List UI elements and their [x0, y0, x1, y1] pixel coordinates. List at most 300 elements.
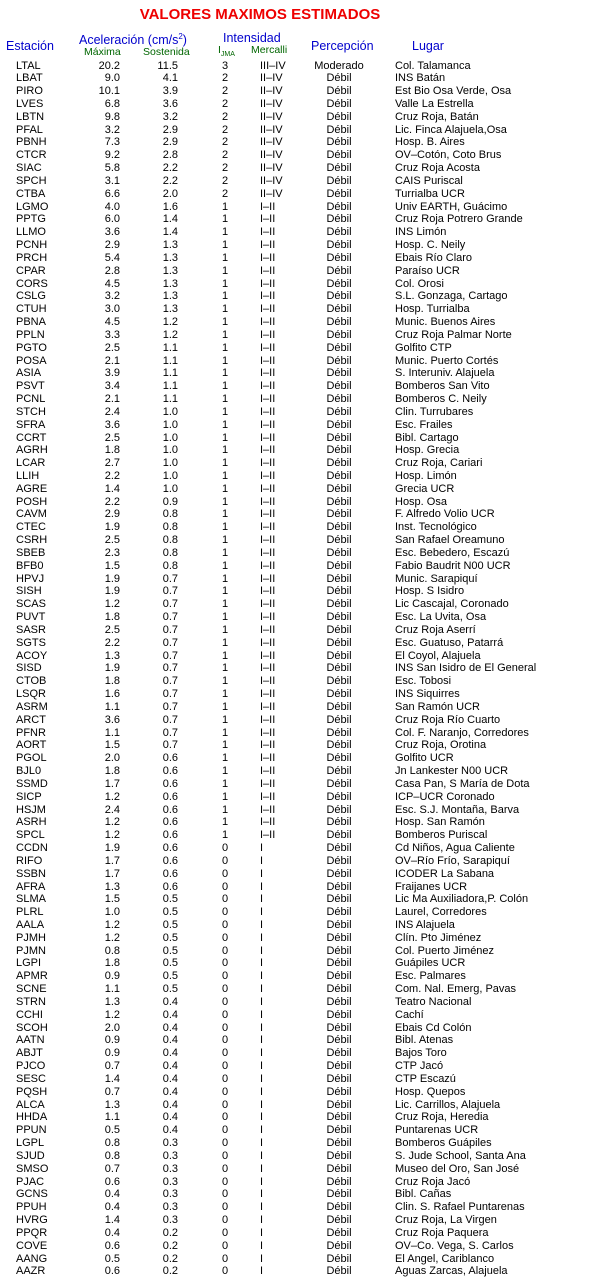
- station-code: PRCH: [16, 251, 48, 264]
- location: Col. Orosi: [395, 277, 444, 290]
- mercalli-intensity: I–II: [260, 726, 276, 739]
- mercalli-intensity: I–II: [260, 303, 276, 316]
- perception: Débil: [326, 1149, 352, 1162]
- jma-intensity: 0: [221, 944, 229, 957]
- location: Hosp. S Isidro: [395, 585, 465, 598]
- location: Fraijanes UCR: [395, 880, 468, 893]
- station-code: LLMO: [16, 226, 46, 239]
- perception: Débil: [326, 457, 352, 470]
- jma-intensity: 0: [221, 1098, 229, 1111]
- jma-intensity: 0: [221, 931, 229, 944]
- mercalli-intensity: II–IV: [260, 149, 283, 162]
- location: Cruz Roja Acosta: [395, 162, 480, 175]
- station-code: ACOY: [16, 649, 48, 662]
- table-row: [0, 945, 590, 958]
- location: Hosp. Osa: [395, 495, 447, 508]
- mercalli-intensity: I: [260, 1047, 264, 1060]
- max-acceleration: 2.2: [104, 470, 120, 482]
- mercalli-intensity: I: [260, 1137, 264, 1150]
- table-row: [0, 316, 590, 329]
- sustained-acceleration: 0.6: [162, 777, 178, 790]
- perception: Débil: [326, 1214, 352, 1227]
- table-row: [0, 842, 590, 855]
- location: Esc. La Uvita, Osa: [395, 611, 487, 624]
- perception: Débil: [326, 1226, 352, 1239]
- jma-intensity: 1: [221, 482, 229, 495]
- station-code: PPLN: [16, 328, 45, 341]
- station-code: PJMN: [16, 944, 46, 957]
- station-code: PJAC: [16, 1175, 45, 1188]
- jma-intensity: 1: [221, 521, 229, 534]
- max-acceleration: 2.3: [104, 546, 120, 559]
- jma-intensity: 0: [221, 1162, 229, 1175]
- mercalli-intensity: I: [260, 1252, 264, 1265]
- sustained-acceleration: 2.0: [162, 187, 178, 200]
- table-row: [0, 752, 590, 765]
- mercalli-intensity: I–II: [260, 790, 276, 803]
- location: Lic. Carrillos, Alajuela: [395, 1098, 501, 1111]
- mercalli-intensity: I–II: [260, 688, 276, 701]
- perception: Débil: [326, 636, 352, 649]
- max-acceleration: 0.9: [104, 970, 120, 983]
- header-aceleracion-text: Aceleración (cm/s: [79, 33, 179, 48]
- mercalli-intensity: I–II: [260, 470, 276, 482]
- jma-intensity: 0: [221, 893, 229, 906]
- jma-intensity: 0: [221, 1008, 229, 1021]
- max-acceleration: 3.1: [104, 174, 120, 187]
- jma-intensity: 0: [221, 1265, 229, 1278]
- perception: Débil: [326, 123, 352, 136]
- station-code: GCNS: [16, 1188, 48, 1201]
- sustained-acceleration: 0.3: [162, 1137, 178, 1150]
- table-row: [0, 1176, 590, 1189]
- jma-intensity: 1: [221, 444, 229, 457]
- location: Ebais Cd Colón: [395, 1021, 472, 1034]
- max-acceleration: 1.7: [104, 777, 120, 790]
- table-row: [0, 1188, 590, 1201]
- max-acceleration: 1.4: [104, 1214, 120, 1227]
- perception: Débil: [326, 546, 352, 559]
- table-row: [0, 1253, 590, 1266]
- location: F. Alfredo Volio UCR: [395, 508, 495, 521]
- location: Jn Lankester N00 UCR: [395, 765, 509, 778]
- sustained-acceleration: 2.9: [162, 123, 178, 136]
- location: Clin. S. Rafael Puntarenas: [395, 1201, 525, 1214]
- location: Cruz Roja, Heredia: [395, 1111, 489, 1124]
- sustained-acceleration: 1.0: [162, 457, 178, 470]
- max-acceleration: 2.0: [104, 752, 120, 765]
- station-code: LVES: [16, 97, 44, 110]
- max-acceleration: 5.4: [104, 251, 120, 264]
- jma-intensity: 1: [221, 457, 229, 470]
- max-acceleration: 1.7: [104, 867, 120, 880]
- sustained-acceleration: 0.6: [162, 752, 178, 765]
- perception: Débil: [326, 880, 352, 893]
- station-code: PPQR: [16, 1226, 48, 1239]
- mercalli-intensity: I–II: [260, 239, 276, 252]
- station-code: PGOL: [16, 752, 47, 765]
- jma-intensity: 0: [221, 1047, 229, 1060]
- mercalli-intensity: I–II: [260, 636, 276, 649]
- mercalli-intensity: I: [260, 970, 264, 983]
- location: Col. Talamanca: [395, 59, 471, 72]
- sustained-acceleration: 1.2: [162, 316, 178, 329]
- max-acceleration: 1.2: [104, 598, 120, 611]
- location: Bomberos Puriscal: [395, 829, 488, 842]
- station-code: PPTG: [16, 213, 46, 226]
- location: S.L. Gonzaga, Cartago: [395, 290, 508, 303]
- jma-intensity: 1: [221, 700, 229, 713]
- perception: Débil: [326, 918, 352, 931]
- perception: Débil: [326, 290, 352, 303]
- sustained-acceleration: 0.5: [162, 918, 178, 931]
- table-row: [0, 1124, 590, 1137]
- location: Munic. Sarapiquí: [395, 572, 478, 585]
- station-code: LTAL: [16, 59, 41, 72]
- max-acceleration: 3.6: [104, 418, 120, 431]
- header-aceleracion: [79, 32, 187, 47]
- location: Clín. Pto Jiménez: [395, 931, 482, 944]
- sustained-acceleration: 0.3: [162, 1214, 178, 1227]
- jma-intensity: 1: [221, 380, 229, 393]
- station-code: POSH: [16, 495, 48, 508]
- max-acceleration: 0.8: [104, 1137, 120, 1150]
- sustained-acceleration: 3.2: [162, 110, 178, 123]
- table-row: [0, 162, 590, 175]
- location: CAIS Puriscal: [395, 174, 463, 187]
- sustained-acceleration: 0.8: [162, 508, 178, 521]
- station-code: PGTO: [16, 341, 47, 354]
- table-row: [0, 329, 590, 342]
- location: INS Siquirres: [395, 688, 460, 701]
- sustained-acceleration: 0.5: [162, 970, 178, 983]
- jma-intensity: 0: [221, 1021, 229, 1034]
- perception: Débil: [326, 893, 352, 906]
- max-acceleration: 5.8: [104, 162, 120, 175]
- station-code: SIAC: [16, 162, 42, 175]
- table-row: [0, 444, 590, 457]
- sustained-acceleration: 0.4: [162, 1047, 178, 1060]
- location: Cruz Roja Palmar Norte: [395, 328, 512, 341]
- station-code: PCNL: [16, 393, 46, 406]
- station-code: CAVM: [16, 508, 47, 521]
- subheader-ijma-main: I: [218, 44, 221, 56]
- max-acceleration: 3.0: [104, 303, 120, 316]
- mercalli-intensity: II–IV: [260, 136, 283, 149]
- station-code: LGPL: [16, 1137, 45, 1150]
- sustained-acceleration: 0.7: [162, 700, 178, 713]
- mercalli-intensity: I–II: [260, 559, 276, 572]
- sustained-acceleration: 0.7: [162, 649, 178, 662]
- perception: Débil: [326, 572, 352, 585]
- location: Bibl. Cañas: [395, 1188, 452, 1201]
- location: Lic. Finca Alajuela,Osa: [395, 123, 507, 136]
- jma-intensity: 1: [221, 405, 229, 418]
- max-acceleration: 0.7: [104, 1162, 120, 1175]
- header-estacion: Estación: [6, 39, 54, 53]
- station-code: SSMD: [16, 777, 48, 790]
- sustained-acceleration: 1.0: [162, 418, 178, 431]
- table-row: [0, 855, 590, 868]
- mercalli-intensity: I: [260, 1149, 264, 1162]
- sustained-acceleration: 1.3: [162, 239, 178, 252]
- station-code: SPCL: [16, 829, 45, 842]
- sustained-acceleration: 0.5: [162, 944, 178, 957]
- mercalli-intensity: I: [260, 867, 264, 880]
- station-code: AGRH: [16, 444, 48, 457]
- jma-intensity: 1: [221, 316, 229, 329]
- mercalli-intensity: I: [260, 1111, 264, 1124]
- mercalli-intensity: I–II: [260, 572, 276, 585]
- perception: Débil: [326, 444, 352, 457]
- jma-intensity: 2: [221, 174, 229, 187]
- jma-intensity: 1: [221, 726, 229, 739]
- max-acceleration: 3.2: [104, 290, 120, 303]
- perception: Débil: [326, 726, 352, 739]
- table-row: [0, 662, 590, 675]
- mercalli-intensity: I: [260, 1034, 264, 1047]
- max-acceleration: 2.2: [104, 636, 120, 649]
- jma-intensity: 0: [221, 1226, 229, 1239]
- sustained-acceleration: 1.4: [162, 213, 178, 226]
- station-code: PSVT: [16, 380, 45, 393]
- sustained-acceleration: 11.5: [157, 59, 178, 72]
- location: Hosp. Limón: [395, 470, 457, 482]
- mercalli-intensity: I: [260, 1072, 264, 1085]
- jma-intensity: 0: [221, 1201, 229, 1214]
- station-code: HHDA: [16, 1111, 48, 1124]
- location: San Rafael Oreamuno: [395, 534, 505, 547]
- location: Bibl. Atenas: [395, 1034, 454, 1047]
- mercalli-intensity: I–II: [260, 777, 276, 790]
- table-row: [0, 624, 590, 637]
- header-percepcion: Percepción: [311, 39, 374, 53]
- mercalli-intensity: I: [260, 880, 264, 893]
- max-acceleration: 2.1: [104, 393, 120, 406]
- table-row: [0, 983, 590, 996]
- max-acceleration: 1.1: [104, 700, 120, 713]
- table-row: [0, 893, 590, 906]
- perception: Débil: [326, 1008, 352, 1021]
- jma-intensity: 2: [221, 187, 229, 200]
- perception: Débil: [326, 534, 352, 547]
- max-acceleration: 3.9: [104, 367, 120, 380]
- mercalli-intensity: I: [260, 995, 264, 1008]
- jma-intensity: 0: [221, 1124, 229, 1137]
- sustained-acceleration: 0.2: [162, 1265, 178, 1278]
- page-title: VALORES MAXIMOS ESTIMADOS: [139, 6, 381, 23]
- sustained-acceleration: 1.6: [162, 200, 178, 213]
- mercalli-intensity: I–II: [260, 662, 276, 675]
- max-acceleration: 2.7: [104, 457, 120, 470]
- location: Hosp. Quepos: [395, 1085, 466, 1098]
- table-row: [0, 188, 590, 201]
- perception: Débil: [326, 367, 352, 380]
- subheader-sostenida: Sostenida: [143, 46, 190, 58]
- max-acceleration: 2.0: [104, 1021, 120, 1034]
- table-row: [0, 1022, 590, 1035]
- perception: Débil: [326, 983, 352, 996]
- station-table: [0, 60, 590, 1279]
- table-row: [0, 521, 590, 534]
- jma-intensity: 1: [221, 829, 229, 842]
- table-row: [0, 996, 590, 1009]
- station-code: SCNE: [16, 983, 47, 996]
- mercalli-intensity: I–II: [260, 623, 276, 636]
- location: Teatro Nacional: [395, 995, 472, 1008]
- mercalli-intensity: I–II: [260, 598, 276, 611]
- location: Inst. Tecnológico: [395, 521, 477, 534]
- jma-intensity: 0: [221, 906, 229, 919]
- table-row: [0, 1099, 590, 1112]
- perception: Débil: [326, 149, 352, 162]
- jma-intensity: 1: [221, 675, 229, 688]
- location: Esc. Bebedero, Escazú: [395, 546, 510, 559]
- mercalli-intensity: I: [260, 1124, 264, 1137]
- table-row: [0, 957, 590, 970]
- sustained-acceleration: 0.4: [162, 1124, 178, 1137]
- perception: Débil: [326, 1188, 352, 1201]
- table-row: [0, 483, 590, 496]
- station-code: SICP: [16, 790, 42, 803]
- location: Bomberos Guápiles: [395, 1137, 492, 1150]
- perception: Débil: [326, 1137, 352, 1150]
- table-row: [0, 675, 590, 688]
- jma-intensity: 1: [221, 649, 229, 662]
- sustained-acceleration: 2.2: [162, 174, 178, 187]
- table-row: [0, 1073, 590, 1086]
- perception: Débil: [326, 803, 352, 816]
- perception: Débil: [326, 662, 352, 675]
- sustained-acceleration: 0.3: [162, 1175, 178, 1188]
- table-row: [0, 355, 590, 368]
- max-acceleration: 1.2: [104, 816, 120, 829]
- perception: Débil: [326, 906, 352, 919]
- station-code: SLMA: [16, 893, 46, 906]
- table-row: [0, 252, 590, 265]
- perception: Débil: [326, 790, 352, 803]
- station-code: HVRG: [16, 1214, 48, 1227]
- table-row: [0, 585, 590, 598]
- location: Ebais Río Claro: [395, 251, 473, 264]
- max-acceleration: 2.5: [104, 534, 120, 547]
- max-acceleration: 1.2: [104, 790, 120, 803]
- location: Cachí: [395, 1008, 424, 1021]
- location: Aguas Zarcas, Alajuela: [395, 1265, 508, 1278]
- perception: Débil: [326, 623, 352, 636]
- jma-intensity: 0: [221, 1137, 229, 1150]
- station-code: BFB0: [16, 559, 44, 572]
- table-row: [0, 393, 590, 406]
- jma-intensity: 0: [221, 1214, 229, 1227]
- sustained-acceleration: 1.0: [162, 444, 178, 457]
- table-row: [0, 1009, 590, 1022]
- perception: Débil: [326, 700, 352, 713]
- mercalli-intensity: II–IV: [260, 187, 283, 200]
- sustained-acceleration: 0.3: [162, 1188, 178, 1201]
- mercalli-intensity: II–IV: [260, 72, 283, 85]
- station-code: PJMH: [16, 931, 46, 944]
- table-row: [0, 124, 590, 137]
- jma-intensity: 0: [221, 1111, 229, 1124]
- sustained-acceleration: 1.3: [162, 251, 178, 264]
- table-row: [0, 278, 590, 291]
- table-row: [0, 701, 590, 714]
- max-acceleration: 0.6: [104, 1175, 120, 1188]
- mercalli-intensity: I–II: [260, 226, 276, 239]
- jma-intensity: 1: [221, 303, 229, 316]
- max-acceleration: 2.4: [104, 803, 120, 816]
- perception: Débil: [326, 1124, 352, 1137]
- sustained-acceleration: 1.3: [162, 290, 178, 303]
- max-acceleration: 0.9: [104, 1034, 120, 1047]
- sustained-acceleration: 0.6: [162, 765, 178, 778]
- sustained-acceleration: 0.4: [162, 1021, 178, 1034]
- perception: Débil: [326, 1175, 352, 1188]
- station-code: LLIH: [16, 470, 40, 482]
- station-code: PUVT: [16, 611, 46, 624]
- station-code: PFNR: [16, 726, 46, 739]
- jma-intensity: 0: [221, 1175, 229, 1188]
- station-code: CTBA: [16, 187, 46, 200]
- perception: Débil: [326, 931, 352, 944]
- max-acceleration: 1.5: [104, 559, 120, 572]
- perception: Débil: [326, 957, 352, 970]
- jma-intensity: 1: [221, 264, 229, 277]
- sustained-acceleration: 0.7: [162, 611, 178, 624]
- perception: Débil: [326, 739, 352, 752]
- table-row: [0, 816, 590, 829]
- location: Col. F. Naranjo, Corredores: [395, 726, 529, 739]
- max-acceleration: 1.2: [104, 829, 120, 842]
- location: Cruz Roja Jacó: [395, 1175, 471, 1188]
- sustained-acceleration: 1.1: [162, 354, 178, 367]
- perception: Débil: [326, 482, 352, 495]
- sustained-acceleration: 0.2: [162, 1239, 178, 1252]
- mercalli-intensity: I–II: [260, 444, 276, 457]
- max-acceleration: 0.4: [104, 1226, 120, 1239]
- location: Lic Cascajal, Coronado: [395, 598, 509, 611]
- max-acceleration: 6.6: [104, 187, 120, 200]
- max-acceleration: 1.2: [104, 1008, 120, 1021]
- table-row: [0, 688, 590, 701]
- station-code: CSRH: [16, 534, 48, 547]
- station-code: CORS: [16, 277, 48, 290]
- station-code: CTEC: [16, 521, 46, 534]
- perception: Débil: [326, 431, 352, 444]
- perception: Débil: [326, 521, 352, 534]
- mercalli-intensity: I: [260, 906, 264, 919]
- jma-intensity: 1: [221, 226, 229, 239]
- table-row: [0, 380, 590, 393]
- jma-intensity: 0: [221, 1252, 229, 1265]
- jma-intensity: 1: [221, 803, 229, 816]
- mercalli-intensity: I: [260, 854, 264, 867]
- perception: Débil: [326, 598, 352, 611]
- location: INS Limón: [395, 226, 447, 239]
- sustained-acceleration: 0.6: [162, 880, 178, 893]
- location: Munic. Puerto Cortés: [395, 354, 499, 367]
- location: Hosp. C. Neily: [395, 239, 466, 252]
- station-code: SPCH: [16, 174, 47, 187]
- sustained-acceleration: 0.6: [162, 867, 178, 880]
- station-code: PIRO: [16, 85, 43, 98]
- mercalli-intensity: I–II: [260, 316, 276, 329]
- mercalli-intensity: I–II: [260, 393, 276, 406]
- perception: Débil: [326, 1265, 352, 1278]
- table-row: [0, 560, 590, 573]
- table-row: [0, 175, 590, 188]
